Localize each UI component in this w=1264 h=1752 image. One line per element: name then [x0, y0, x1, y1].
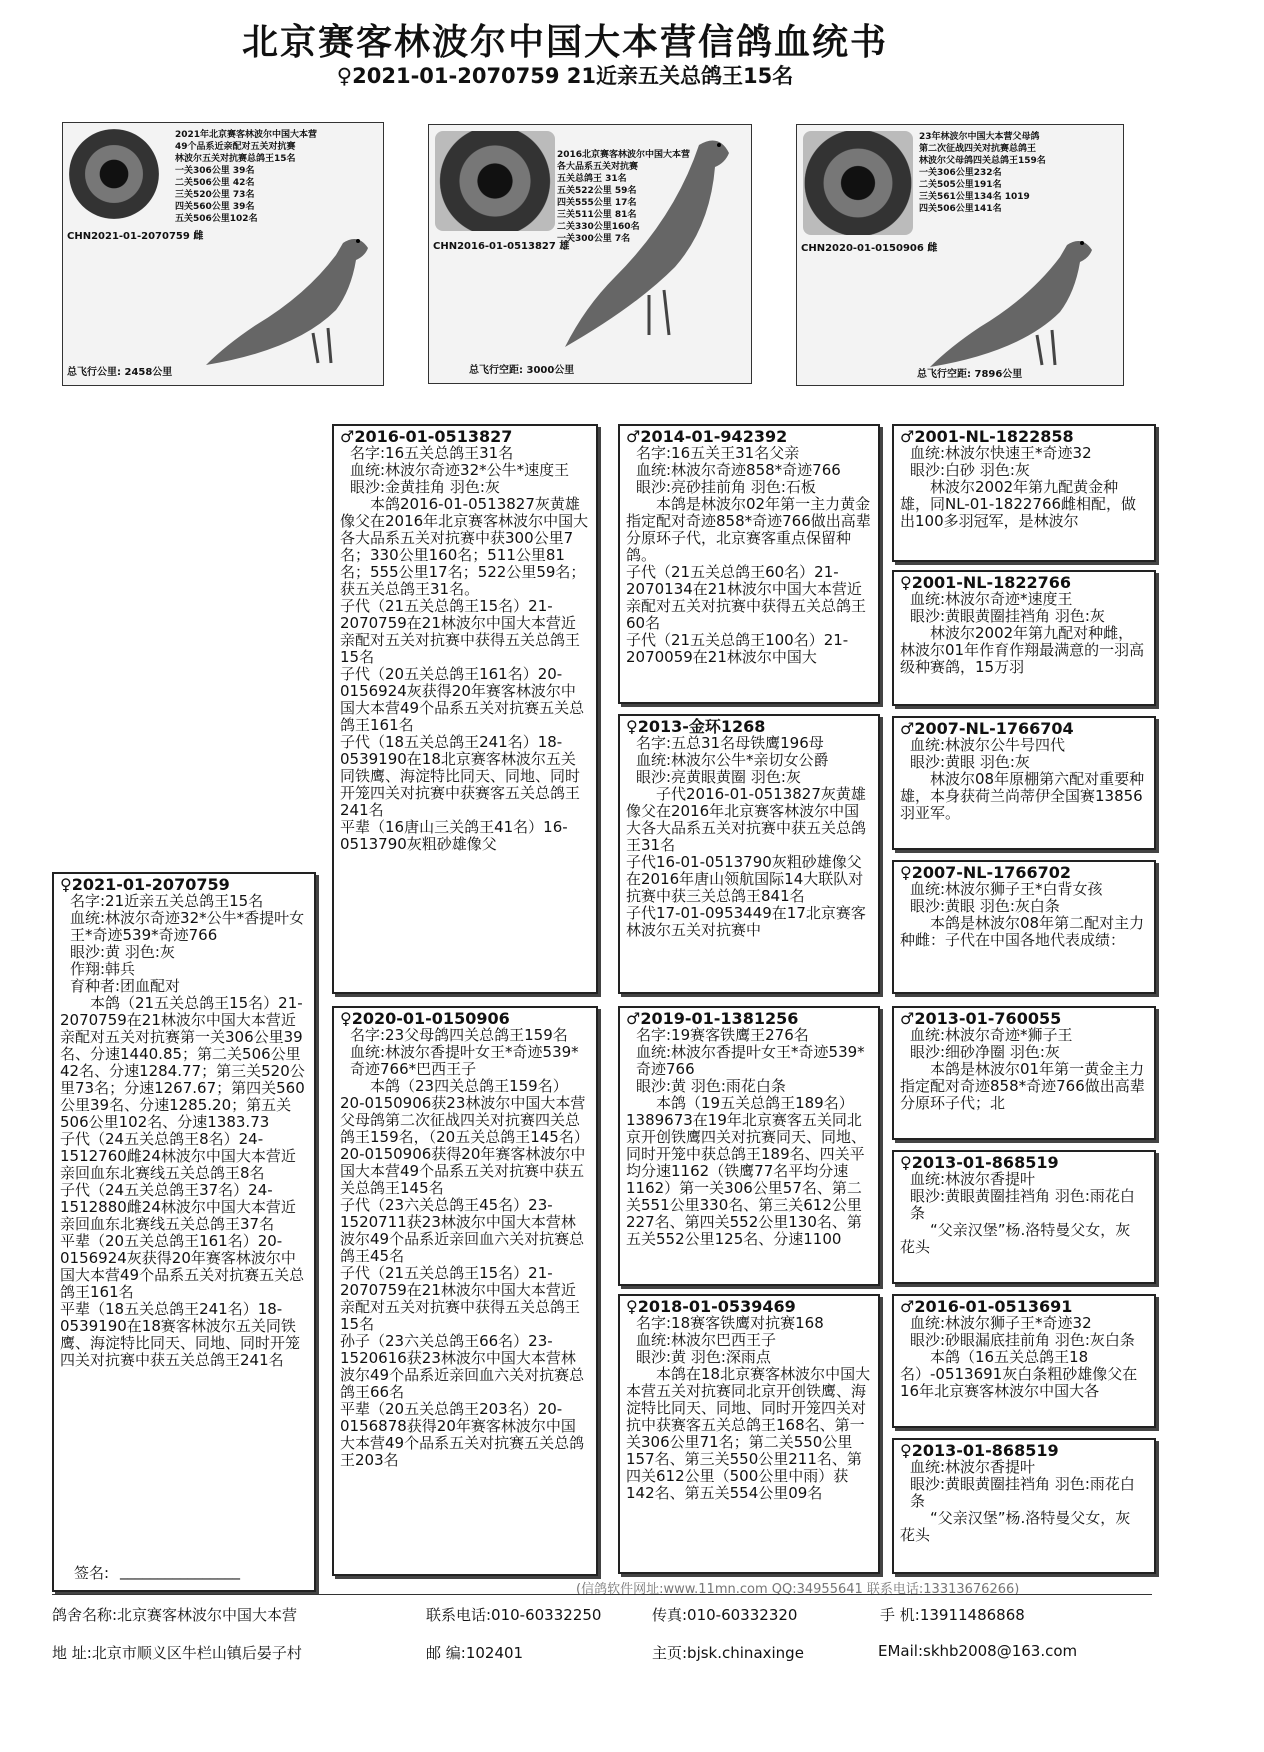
offspring-line: 子代（20五关总鸽王161名）20-0156924灰获得20年赛客林波尔中国大本营49个品系五关对抗赛五关总鸽王161名 — [340, 665, 585, 734]
info-line: 血统:林波尔公牛号四代 — [910, 736, 1066, 754]
pigeon-silhouette — [193, 223, 383, 373]
card-dam — [332, 1006, 598, 1576]
ring-number: ♀2013-01-868519 — [900, 1153, 1059, 1172]
description: 本鸽是林波尔08年第二配对主力种雌：子代在中国各地代表成绩： — [900, 914, 1145, 949]
eye-image — [435, 131, 555, 231]
info-line: 眼沙:黄眼黄圈挂裆角 羽色:灰 — [910, 607, 1105, 625]
info-line: 血统:林波尔巴西王子 — [636, 1331, 777, 1349]
card-gg-1 — [892, 424, 1156, 562]
card-sire-dam — [618, 714, 880, 994]
photo-footer: 总飞行空距: 7896公里 — [917, 369, 1023, 380]
photo-footer: 总飞行空距: 3000公里 — [469, 365, 575, 376]
ring-number: ♂2007-NL-1766704 — [900, 719, 1074, 738]
ring-number: ♀2021-01-2070759 — [60, 875, 230, 894]
info-line: 眼沙:黄 羽色:雨花白条 — [636, 1077, 786, 1095]
info-line: 眼沙:黄 羽色:灰 — [70, 943, 175, 961]
card-gg-8 — [892, 1438, 1156, 1574]
watermark: (信鸽软件网址:www.11mn.com QQ:34955641 联系电话:13313676266) — [576, 1582, 1020, 1597]
postcode: 邮 编:102401 — [426, 1644, 524, 1662]
info-line: 眼沙:黄 羽色:深雨点 — [636, 1348, 771, 1366]
info-line: 眼沙:黄眼黄圈挂裆角 羽色:雨花白条 — [910, 1187, 1135, 1222]
description: 本鸽（23四关总鸽王159名）20-0150906获23林波尔中国大本营父母鸽第二次征战四关对抗赛四关总鸽王159名，（20五关总鸽王145名）20-0150906获得20年赛客林波尔中国大本营49个品系五关对抗赛中获五关总鸽王145名 — [340, 1077, 589, 1197]
offspring-line: 孙子（23六关总鸽王66名）23-1520616获23林波尔中国大本营林波尔49个品系近亲回血六关对抗赛总鸽王66名 — [340, 1332, 585, 1401]
offspring-line: 子代（24五关总鸽王8名）24-1512760雌24林波尔中国大本营近亲回血东北赛线五关总鸽王8名 — [60, 1130, 296, 1182]
ring-number: ♀2007-NL-1766702 — [900, 863, 1072, 882]
description: “父亲汉堡”杨.洛特曼父女，灰 花头 — [900, 1509, 1131, 1544]
info-line: 眼沙:金黄挂角 羽色:灰 — [350, 478, 500, 496]
card-dam-sire — [618, 1006, 880, 1286]
description: 本鸽（21五关总鸽王15名）21-2070759在21林波尔中国大本营近亲配对五关对抗赛第一关306公里39名、分速1440.85；第二关506公里42名、分速1284.77；第三关520公里73名；分速1267.67；第四关560公里39名、分速1285.20；第五关506公里102名、分速1383.73 — [60, 994, 305, 1131]
offspring-line: 子代16-01-0513790灰粗砂雄像父在2016年唐山领航国际14大联队对抗赛中获三关总鸽王841名 — [626, 853, 864, 905]
offspring-line: 子代（18五关总鸽王241名）18-0539190在18北京赛客林波尔五关同铁鹰、海淀特比同天、同地、同时开笼四关对抗赛中获赛客五关总鸽王241名 — [340, 733, 581, 819]
info-line: 眼沙:白砂 羽色:灰 — [910, 461, 1030, 479]
card-sire — [332, 424, 598, 994]
description: 林波尔08年原棚第六配对重要种雄，本身获荷兰尚蒂伊全国赛13856羽亚军。 — [900, 770, 1145, 822]
photo-ring: CHN2021-01-2070759 雌 — [67, 231, 204, 242]
offspring-line: 子代（21五关总鸽王15名）21-2070759在21林波尔中国大本营近亲配对五关对抗赛中获得五关总鸽王15名 — [340, 597, 581, 666]
info-line: 血统:林波尔奇迹32*公牛*速度王 — [350, 461, 570, 479]
ring-number: ♂2016-01-0513691 — [900, 1297, 1073, 1316]
info-line: 血统:林波尔香提叶女王*奇迹539*奇迹766 — [636, 1043, 865, 1078]
card-sire-sire — [618, 424, 880, 704]
info-line: 眼沙:黄眼 羽色:灰 — [910, 753, 1030, 771]
info-line: 名字:16五关总鸽王31名 — [350, 444, 514, 462]
address: 地 址:北京市顺义区牛栏山镇后晏子村 — [52, 1644, 302, 1662]
homepage[interactable]: 主页:bjsk.chinaxinge — [652, 1644, 804, 1662]
offspring-line: 子代（21五关总鸽王15名）21-2070759在21林波尔中国大本营近亲配对五关对抗赛中获得五关总鸽王15名 — [340, 1264, 581, 1333]
signature-line[interactable]: ________________ — [120, 1562, 240, 1580]
info-line: 血统:林波尔香提叶女王*奇迹539*奇迹766*巴西王子 — [350, 1043, 579, 1078]
info-line: 血统:林波尔香提叶 — [910, 1458, 1036, 1476]
offspring-line: 子代17-01-0953449在17北京赛客林波尔五关对抗赛中 — [626, 904, 866, 939]
page-subtitle: ♀2021-01-2070759 21近亲五关总鸽王15名 — [336, 64, 794, 88]
pigeon-photo-2 — [428, 124, 752, 384]
info-line: 血统:林波尔奇迹858*奇迹766 — [636, 461, 841, 479]
info-line: 血统:林波尔狮子王*奇迹32 — [910, 1314, 1092, 1332]
card-gg-2 — [892, 570, 1156, 706]
pigeon-photo-3 — [796, 124, 1124, 386]
page-title: 北京赛客林波尔中国大本营信鸽血统书 — [241, 22, 888, 63]
description: 本鸽是林波尔01年第一黄金主力指定配对奇迹858*奇迹766做出高辈分原环子代；北 — [900, 1060, 1145, 1112]
offspring-line: 子代（23六关总鸽王45名）23-1520711获23林波尔中国大本营林波尔49个品系近亲回血六关对抗赛总鸽王45名 — [340, 1196, 585, 1265]
ring-number: ♂2001-NL-1822858 — [900, 427, 1074, 446]
pigeon-silhouette — [917, 225, 1117, 375]
info-line: 眼沙:砂眼漏底挂前角 羽色:灰白条 — [910, 1331, 1135, 1349]
description: 本鸽（16五关总鸽王18名）-0513691灰白条粗砂雄像父在16年北京赛客林波尔中国大各 — [900, 1348, 1138, 1400]
description: 林波尔2002年第九配黄金种雄，同NL-01-1822766雌相配，做出100多羽冠军，是林波尔 — [900, 478, 1137, 530]
info-line: 血统:林波尔奇迹*速度王 — [910, 590, 1073, 608]
info-line: 名字:16五关王31名父亲 — [636, 444, 800, 462]
offspring-line: 平辈（20五关总鸽王161名）20-0156924灰获得20年赛客林波尔中国大本营49个品系五关对抗赛五关总鸽王161名 — [60, 1232, 305, 1301]
eye-image — [803, 131, 913, 235]
email[interactable]: EMail:skhb2008@163.com — [878, 1642, 1078, 1660]
info-line: 眼沙:细砂净圈 羽色:灰 — [910, 1043, 1060, 1061]
fax: 传真:010-60332320 — [652, 1606, 798, 1624]
ring-number: ♀2001-NL-1822766 — [900, 573, 1072, 592]
info-line: 血统:林波尔奇迹32*公牛*香提叶女王*奇迹539*奇迹766 — [70, 909, 305, 944]
info-line: 名字:21近亲五关总鸽王15名 — [70, 892, 264, 910]
card-gg-5 — [892, 1006, 1156, 1140]
ring-number: ♂2014-01-942392 — [626, 427, 788, 446]
info-line: 眼沙:黄眼 羽色:灰白条 — [910, 897, 1060, 915]
card-gg-4 — [892, 860, 1156, 994]
description: 林波尔2002年第九配对种雌，林波尔01年作育作翔最满意的一羽高级种赛鸽，15万羽 — [900, 624, 1145, 676]
offspring-line: 子代（21五关总鸽王100名）21-2070059在21林波尔中国大 — [626, 631, 849, 666]
info-line: 眼沙:黄眼黄圈挂裆角 羽色:雨花白条 — [910, 1475, 1135, 1510]
description: 本鸽是林波尔02年第一主力黄金指定配对奇迹858*奇迹766做出高辈分原环子代，北京赛客重点保留种鸽。 — [626, 495, 871, 564]
photo-caption: 2016北京赛客林波尔中国大本营 各大品系五关对抗赛 五关总鸽王 31名 五关522公里 59名 四关555公里 17名 三关511公里 81名 二关330公里160名 一关300公里 7名 — [557, 150, 691, 244]
offspring-line: 平辈（18五关总鸽王241名）18-0539190在18赛客林波尔五关同铁鹰、海淀特比同天、同地、同时开笼四关对抗赛中获五关总鸽王241名 — [60, 1300, 301, 1369]
offspring-line: 子代（24五关总鸽王37名）24-1512880雌24林波尔中国大本营近亲回血东北赛线五关总鸽王37名 — [60, 1181, 296, 1233]
ring-number: ♂2019-01-1381256 — [626, 1009, 799, 1028]
card-dam-dam — [618, 1294, 880, 1574]
offspring-line: 平辈（16唐山三关鸽王41名）16-0513790灰粗砂雄像父 — [340, 818, 568, 853]
info-line: 名字:五总31名母铁鹰196母 — [636, 734, 824, 752]
info-line: 眼沙:亮砂挂前角 羽色:石板 — [636, 478, 816, 496]
signature-label: 签名: — [74, 1564, 110, 1582]
description: “父亲汉堡”杨.洛特曼父女，灰 花头 — [900, 1221, 1131, 1256]
info-line: 血统:林波尔公牛*亲切女公爵 — [636, 751, 829, 769]
card-main-pigeon — [52, 872, 316, 1592]
footer-divider — [52, 1594, 1152, 1595]
info-line: 名字:19赛客铁鹰王276名 — [636, 1026, 809, 1044]
info-line: 名字:18赛客铁鹰对抗赛168 — [636, 1314, 824, 1332]
info-line: 眼沙:亮黄眼黄圈 羽色:灰 — [636, 768, 801, 786]
ring-number: ♀2020-01-0150906 — [340, 1009, 510, 1028]
photo-caption: 23年林波尔中国大本营父母鸽 第二次征战四关对抗赛总鸽王 林波尔父母鸽四关总鸽王159名 一关306公里232名 二关505公里191名 三关561公里134名 1019 四关506公里141名 — [919, 132, 1046, 214]
card-gg-6 — [892, 1150, 1156, 1284]
info-line: 作翔:韩兵 — [70, 960, 136, 978]
description: 本鸽2016-01-0513827灰黄雄像父在2016年北京赛客林波尔中国大各大品系五关对抗赛中获300公里7名；330公里160名；511公里81名；555公里17名；522公里59名；获五关总鸽王31名。 — [340, 495, 589, 598]
ring-number: ♂2016-01-0513827 — [340, 427, 513, 446]
description: 子代2016-01-0513827灰黄雄像父在2016年北京赛客林波尔中国大各大品系五关对抗赛中获五关总鸽王31名 — [626, 785, 867, 854]
info-line: 血统:林波尔奇迹*狮子王 — [910, 1026, 1073, 1044]
photo-ring: CHN2020-01-0150906 雌 — [801, 243, 938, 254]
offspring-line: 平辈（20五关总鸽王203名）20-0156878获得20年赛客林波尔中国大本营49个品系五关对抗赛五关总鸽王203名 — [340, 1400, 585, 1469]
card-gg-3 — [892, 716, 1156, 850]
pigeon-photo-1 — [62, 122, 384, 386]
ring-number: ♀2013-金环1268 — [626, 717, 766, 736]
phone: 联系电话:010-60332250 — [426, 1606, 602, 1624]
ring-number: ♂2013-01-760055 — [900, 1009, 1062, 1028]
info-line: 血统:林波尔快速王*奇迹32 — [910, 444, 1092, 462]
ring-number: ♀2013-01-868519 — [900, 1441, 1059, 1460]
photo-ring: CHN2016-01-0513827 雄 — [433, 241, 570, 252]
info-line: 血统:林波尔狮子王*白背女孩 — [910, 880, 1103, 898]
description: 本鸽（19五关总鸽王189名）1389673在19年北京赛客五关同北京开创铁鹰四关对抗赛同天、同地、同时开笼中获总鸽王189名、四关平均分速1162（铁鹰77名平均分速1162）第一关306公里57名、第二关551公里330名、第三关612公里227名、第四关552公里130名、第五关552公里125名、分速1100 — [626, 1094, 867, 1248]
description: 本鸽在18北京赛客林波尔中国大本营五关对抗赛同北京开创铁鹰、海淀特比同天、同地、同时开笼四关对抗中获赛客五关总鸽王168名、第一关306公里71名；第二关550公里157名、第三关550公里211名、第四关612公里（500公里中雨）获142名、第五关554公里09名 — [626, 1365, 871, 1502]
card-gg-7 — [892, 1294, 1156, 1428]
info-line: 血统:林波尔香提叶 — [910, 1170, 1036, 1188]
photo-footer: 总飞行公里: 2458公里 — [67, 367, 173, 378]
offspring-line: 子代（21五关总鸽王60名）21-2070134在21林波尔中国大本营近亲配对五关对抗赛中获得五关总鸽王60名 — [626, 563, 867, 632]
pigeon-silhouette — [549, 125, 749, 355]
loft-name: 鸽舍名称:北京赛客林波尔中国大本营 — [52, 1606, 298, 1624]
info-line: 育种者:团血配对 — [70, 977, 181, 995]
ring-number: ♀2018-01-0539469 — [626, 1297, 796, 1316]
eye-image — [69, 129, 159, 219]
mobile: 手 机:13911486868 — [880, 1606, 1025, 1624]
info-line: 名字:23父母鸽四关总鸽王159名 — [350, 1026, 568, 1044]
photo-caption: 2021年北京赛客林波尔中国大本营 49个品系近亲配对五关对抗赛 林波尔五关对抗赛总鸽王15名 一关306公里 39名 二关506公里 42名 三关520公里 73名 四关560公里 39名 五关506公里102名 — [175, 130, 318, 224]
